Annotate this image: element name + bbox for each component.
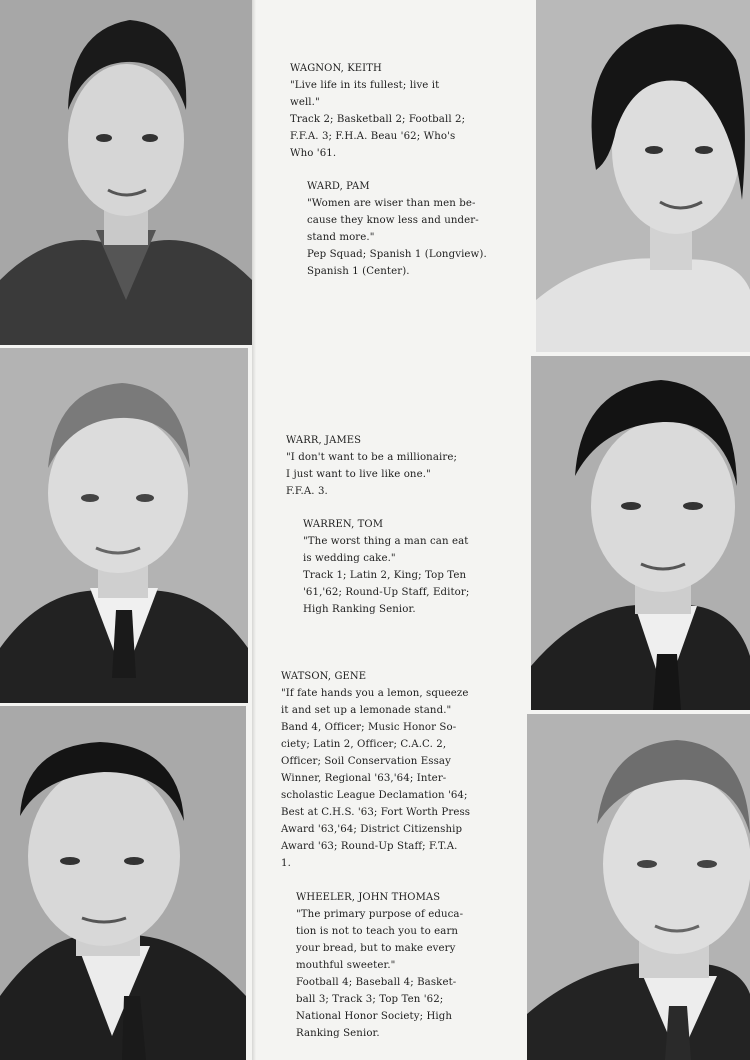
bio-line: 1.	[281, 858, 291, 869]
bio-name: WARR, JAMES	[286, 435, 362, 446]
bio-line: mouthful sweeter."	[296, 960, 396, 971]
bio-line: Officer; Soil Conservation Essay	[281, 756, 451, 767]
bio-line: Best at C.H.S. '63; Fort Worth Press	[281, 807, 471, 818]
bio-line: "The primary purpose of educa-	[296, 909, 464, 920]
bio-line: National Honor Society; High	[296, 1011, 453, 1022]
bio-line: High Ranking Senior.	[303, 604, 416, 615]
bio-line: '61,'62; Round-Up Staff, Editor;	[303, 587, 470, 598]
bio-line: ciety; Latin 2, Officer; C.A.C. 2,	[281, 739, 447, 750]
bio-line: well."	[290, 97, 320, 108]
bio-line: Band 4, Officer; Music Honor So-	[281, 722, 457, 733]
bio-ward	[307, 178, 487, 280]
bio-line: Pep Squad; Spanish 1 (Longview).	[307, 249, 487, 260]
bio-line: scholastic League Declamation '64;	[281, 790, 468, 801]
portrait-warren-image	[531, 356, 750, 710]
bio-line: is wedding cake."	[303, 553, 396, 564]
bio-line: "I don't want to be a millionaire;	[286, 452, 458, 463]
bio-line: Winner, Regional '63,'64; Inter-	[281, 773, 447, 784]
portrait-wheeler-image	[527, 714, 750, 1060]
bio-name: WARD, PAM	[307, 181, 370, 192]
bio-name: WATSON, GENE	[281, 671, 367, 682]
bio-line: Who '61.	[290, 148, 337, 159]
bio-line: Ranking Senior.	[296, 1028, 380, 1039]
bio-line: Award '63; Round-Up Staff; F.T.A.	[281, 841, 458, 852]
bio-name: WARREN, TOM	[303, 519, 384, 530]
bio-watson	[281, 668, 470, 872]
bio-line: tion is not to teach you to earn	[296, 926, 459, 937]
bio-line: I just want to live like one."	[286, 469, 431, 480]
bio-line: cause they know less and under-	[307, 215, 479, 226]
portrait-ward-image	[536, 0, 750, 352]
bio-warren	[303, 516, 469, 618]
bio-line: it and set up a lemonade stand."	[281, 705, 452, 716]
bio-line: F.F.A. 3.	[286, 486, 328, 497]
portrait-watson-image	[0, 706, 246, 1060]
bio-wagnon	[290, 60, 465, 162]
bio-line: "The worst thing a man can eat	[303, 536, 469, 547]
bio-line: "If fate hands you a lemon, squeeze	[281, 688, 469, 699]
bio-line: ball 3; Track 3; Top Ten '62;	[296, 994, 444, 1005]
bio-line: your bread, but to make every	[296, 943, 456, 954]
portrait-warren	[531, 356, 750, 710]
bio-wheeler	[296, 889, 463, 1042]
bio-line: "Women are wiser than men be-	[307, 198, 476, 209]
portrait-warr	[0, 348, 248, 703]
bio-line: Football 4; Baseball 4; Basket-	[296, 977, 457, 988]
bio-line: Track 1; Latin 2, King; Top Ten	[303, 570, 467, 581]
portrait-ward	[536, 0, 750, 352]
portrait-wheeler	[527, 714, 750, 1060]
bio-name: WHEELER, JOHN THOMAS	[296, 892, 441, 903]
bio-line: stand more."	[307, 232, 375, 243]
bio-warr	[286, 432, 457, 500]
bio-line: Award '63,'64; District Citizenship	[281, 824, 463, 835]
portrait-warr-image	[0, 348, 248, 703]
bio-name: WAGNON, KEITH	[290, 63, 382, 74]
column-shadow-left	[252, 0, 256, 1060]
portrait-wagnon	[0, 0, 252, 345]
bio-line: F.F.A. 3; F.H.A. Beau '62; Who's	[290, 131, 456, 142]
bio-line: Track 2; Basketball 2; Football 2;	[290, 114, 466, 125]
bio-line: "Live life in its fullest; live it	[290, 80, 440, 91]
portrait-wagnon-image	[0, 0, 252, 345]
portrait-watson	[0, 706, 246, 1060]
bio-line: Spanish 1 (Center).	[307, 266, 410, 277]
